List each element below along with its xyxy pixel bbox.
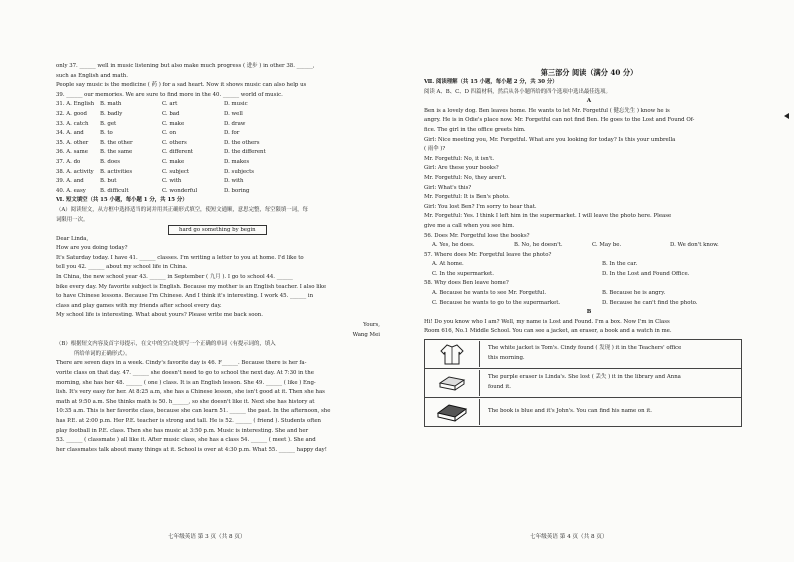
letter-signoff: Yours, — [363, 322, 380, 329]
passage-a-label: A — [586, 98, 592, 105]
option-row — [56, 187, 386, 197]
eraser-icon — [425, 370, 480, 396]
answer-option: B. to — [100, 130, 113, 137]
table-cell-text: found it. — [488, 384, 511, 391]
passage-b-text-line: Hi! Do you know who I am? Well, my name is Lost and Found. I'm a box. Now I'm in Class — [424, 318, 670, 325]
section7-title: Ⅶ. 阅读理解（共 15 小题，每小题 2 分，共 30 分） — [424, 79, 558, 85]
answer-option: C. Because he wants to go to the supermarket. — [432, 299, 561, 306]
section6-a-instruction-cont: 词限用一次。 — [56, 216, 89, 223]
option-row — [56, 158, 386, 168]
question-58: 58. Why does Ben leave home? — [424, 280, 509, 287]
answer-option: C. bad — [162, 110, 180, 117]
passage-b-text-line: There are seven days in a week. Cindy's favorite day is 46. F______. Because there is her fa- — [56, 360, 307, 367]
answer-option: D. In the Lost and Found Office. — [602, 270, 690, 277]
answer-option: D. well — [224, 110, 243, 117]
letter-text-line: class and play games with my friends after school every day. — [56, 302, 222, 309]
section6-b-instruction-cont: 所给单词的正确形式）。 — [74, 350, 131, 357]
answer-option: C. on — [162, 130, 177, 137]
cloze-text-line: only 37. ______ well in music listening but also make much progress ( 进步 ) in other 38. ______, — [56, 63, 315, 69]
passage-b-text-line: vorite class on that day. 47. ______ she doesn't need to go to school the next day. At 7:30 in the — [56, 370, 314, 376]
passage-a-text-line: Mr. Forgetful: No, they aren't. — [424, 174, 507, 181]
answer-option: D. We don't know. — [670, 242, 719, 249]
passage-b-text-line: morning, she has her 48. ______ ( one ) class. It is an English lesson. She 49. ______ ( like ) Eng- — [56, 379, 316, 386]
letter-text-line: In China, the new school year 43. ______ in September ( 九月 ). I go to school 44. ______ — [56, 274, 293, 281]
answer-option: B. math — [100, 101, 122, 108]
answer-option: 40. A. easy — [56, 187, 86, 194]
answer-option: C. May be. — [592, 242, 622, 249]
table-cell-text: this morning. — [488, 355, 525, 362]
right-page-footer: 七年级英语 第 4 页（共 8 页） — [530, 534, 608, 540]
answer-option: B. difficult — [100, 187, 129, 194]
passage-a-text-line: ( 雨伞 )? — [424, 146, 446, 153]
passage-a-text-line: Girl: You lost Ben? I'm sorry to hear that. — [424, 203, 537, 210]
cloze-text-line: such as English and math. — [56, 72, 128, 79]
passage-a-text-line: Ben is a lovely dog. Ben leaves home. He wants to let Mr. Forgetful ( 健忘先生 ) know he is — [424, 107, 670, 114]
answer-option: C. make — [162, 158, 185, 165]
answer-option: D. subjects — [224, 168, 255, 175]
book-icon — [425, 399, 480, 425]
letter-text-line: tell you 42. ______ about my school life in China. — [56, 264, 188, 271]
answer-option: D. the different — [224, 149, 266, 156]
letter-text-line: bike every day. My favorite subject is English. Because my mother is an English teacher. I also like — [56, 283, 327, 290]
answer-option: D. music — [224, 101, 248, 108]
part3-title: 第三部分 阅读（满分 40 分） — [540, 68, 638, 77]
letter-signature: Wang Mei — [352, 331, 380, 338]
section6-title: Ⅵ. 短文填空（共 15 小题，每小题 1 分，共 15 分） — [56, 197, 188, 204]
answer-option: 36. A. same — [56, 149, 88, 156]
option-row — [56, 168, 386, 178]
section6-a-instruction: （A）阅读短文，从方框中选择适当的词并用其正确形式填空，使短文通顺，意思完整，每空限填一词，每 — [56, 206, 308, 213]
question-56: 56. Does Mr. Forgetful lose the books? — [424, 232, 530, 239]
passage-b-text-line: her classmates talk about many things at it. School is over at 4:30 p.m. What 55. ______ happy day! — [56, 446, 327, 453]
answer-option: B. badly — [100, 110, 123, 117]
passage-b-text-line: has P.E. at 2:00 p.m. Her P.E. teacher is strong and tall. He is 52. ______ ( friend ). Students often — [56, 417, 322, 424]
passage-b-label: B — [586, 309, 592, 316]
answer-option: B. Because he is angry. — [602, 290, 666, 297]
passage-a-text-line: angry. He is in Odie's place now. Mr. Forgetful can not find Ben. He goes to the Lost and Found Of- — [424, 117, 695, 124]
answer-option: A. Yes, he does. — [432, 242, 475, 249]
table-row — [424, 339, 742, 369]
answer-option: B. activities — [100, 168, 133, 175]
passage-b-text-line: lish. It's very easy for her. At 8:25 a.m, she has a Chinese lesson, she isn't good at it. Then she has — [56, 389, 325, 396]
left-page — [56, 62, 386, 455]
answer-option: B. does — [100, 158, 121, 165]
answer-option: D. boring — [224, 187, 250, 194]
passage-b-text-line: 53. ______ ( classmate ) all like it. After music class, she has a class 54. ______ ( meet ). She and — [56, 437, 316, 444]
option-row — [56, 139, 386, 149]
answer-option: D. with — [224, 178, 244, 185]
answer-option: C. with — [162, 178, 182, 185]
answer-option: D. makes — [224, 158, 250, 165]
cloze-text-line: 39. ______ our memories. We are sure to find more in the 40. ______ world of music. — [56, 91, 283, 98]
answer-option: B. No, he doesn't. — [514, 242, 563, 249]
section7-instruction: 阅读 A、B、C、D 四篇材料，然后从各小题所给的四个选项中选出最佳选项。 — [424, 88, 611, 95]
table-cell-text: The white jacket is Tom's. Cindy found ( 发现 ) it in the Teachers' office — [488, 345, 682, 352]
answer-option: C. art — [162, 101, 178, 108]
passage-b-text-line: play football in P.E. class. Then she has music at 3:50 p.m. Music is interesting. She and her — [56, 427, 309, 434]
option-row — [56, 100, 386, 110]
letter-text-line: It's Saturday today. I have 41. ______ classes. I'm writing a letter to you at home. I'd like to — [56, 254, 304, 261]
passage-a-text-line: Mr. Forgetful: Yes. I think I left him in the supermarket. I will leave the photo here. Please — [424, 213, 672, 220]
passage-b-text-line: 10:35 a.m. This is her favorite class, because she can learn 51. ______ the past. In the afternoon, she — [56, 408, 331, 415]
cloze-text-line: People say music is the medicine ( 药 ) for a sad heart. Now it shows music can also help us — [56, 82, 307, 89]
passage-a-text-line: Girl: Nice meeting you, Mr. Forgetful. What are you looking for today? Is this your umbrella — [424, 136, 676, 143]
answer-option: 34. A. and — [56, 130, 84, 137]
answer-option: 35. A. other — [56, 139, 89, 146]
option-row — [56, 120, 386, 130]
question-57: 57. Where does Mr. Forgetful leave the photo? — [424, 251, 552, 258]
left-page-footer: 七年级英语 第 3 页（共 8 页） — [168, 534, 246, 540]
passage-a-text-line: Girl: Are these your books? — [424, 165, 499, 172]
word-box: hard go something by begin — [168, 225, 267, 235]
letter-text-line: How are you doing today? — [56, 245, 128, 252]
section6-b-instruction: （B）根据短文内容及首字母提示，在文中的空白处填写一个正确的单词（有提示词的，填入 — [56, 341, 276, 348]
answer-option: D. for — [224, 130, 240, 137]
answer-option: B. In the car. — [602, 261, 638, 268]
table-cell-text: The book is blue and it's John's. You can find his name on it. — [488, 408, 652, 415]
right-page — [424, 68, 754, 427]
answer-option: 39. A. and — [56, 178, 84, 185]
letter-text-line: to have Chinese lessons. Because I'm Chinese. And I think it's interesting. I work 45. ______ in — [56, 293, 314, 300]
passage-b-text-line: Room 616, No.1 Middle School. You can see a jacket, an eraser, a book and a watch in me. — [424, 328, 672, 335]
passage-a-text-line: fice. The girl in the office greets him. — [424, 126, 526, 133]
answer-option: C. subject — [162, 168, 190, 175]
page-turn-arrow-icon — [784, 113, 789, 119]
answer-option: C. In the supermarket. — [432, 270, 494, 277]
table-cell-text: The purple eraser is Linda's. She lost ( 丢失 ) it in the library and Anna — [488, 374, 681, 381]
answer-option: D. draw — [224, 120, 246, 127]
answer-option: D. Because he can't find the photo. — [602, 299, 698, 306]
table-row — [424, 398, 742, 427]
answer-option: 38. A. activity — [56, 168, 94, 175]
jacket-icon — [425, 341, 480, 367]
answer-option: C. wonderful — [162, 187, 198, 194]
passage-a-text-line: Mr. Forgetful: No, it isn't. — [424, 155, 495, 162]
option-row — [56, 177, 386, 187]
answer-option: B. but — [100, 178, 117, 185]
answer-option: 37. A. do — [56, 158, 81, 165]
passage-a-text-line: give me a call when you see him. — [424, 222, 515, 229]
answer-option: C. different — [162, 149, 193, 156]
passage-b-text-line: math at 9:50 a.m. She thinks math is 50. h______, so she doesn't like it. Next she has history at — [56, 398, 315, 405]
lost-and-found-table — [424, 339, 742, 427]
answer-option: A. Because he wants to see Mr. Forgetful. — [432, 290, 547, 297]
answer-option: D. the others — [224, 139, 260, 146]
answer-option: A. At home. — [432, 261, 464, 268]
letter-text-line: Dear Linda, — [56, 235, 89, 242]
answer-option: B. get — [100, 120, 117, 127]
passage-a-text-line: Girl: What's this? — [424, 184, 472, 191]
answer-option: C. others — [162, 139, 187, 146]
option-row — [56, 148, 386, 158]
option-row — [56, 129, 386, 139]
letter-text-line: My school life is interesting. What about yours? Please write me back soon. — [56, 312, 263, 319]
passage-a-text-line: Mr. Forgetful: It is Ben's photo. — [424, 194, 510, 201]
answer-option: 31. A. English — [56, 101, 95, 108]
answer-option: 32. A. good — [56, 110, 87, 117]
table-row — [424, 369, 742, 398]
answer-option: C. make — [162, 120, 185, 127]
option-row — [56, 110, 386, 120]
answer-option: B. the other — [100, 139, 133, 146]
answer-option: 33. A. catch — [56, 120, 89, 127]
answer-option: B. the same — [100, 149, 133, 156]
